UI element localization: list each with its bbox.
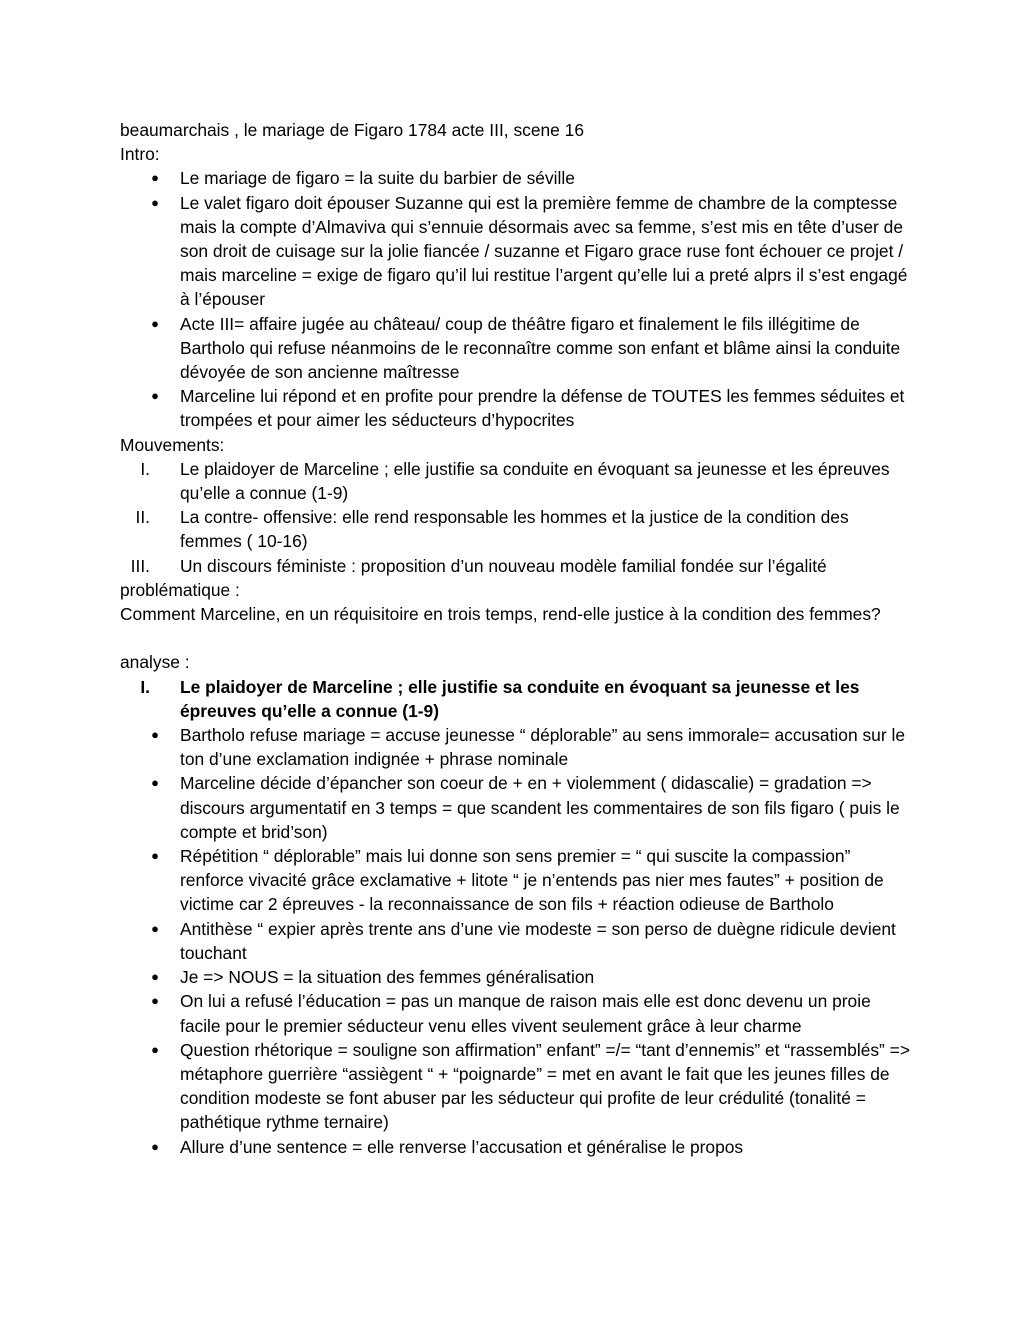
roman-numeral: III. [130, 555, 150, 576]
roman-numeral: II. [135, 507, 150, 528]
list-item-text: Le plaidoyer de Marceline ; elle justifie sa conduite en évoquant sa jeunesse et les épreuves qu’elle a connue (1-9) [180, 458, 890, 504]
list-item-text: Acte III= affaire jugée au château/ coup de théâtre figaro et finalement le fils illégitime de Bartholo qui refuse néanmoins de le reconnaître comme son enfant et blâme ainsi la conduite dévoyée de son ancienne maîtresse [180, 313, 901, 383]
bullet-dot-icon: ● [151, 969, 159, 985]
list-item [120, 1135, 910, 1159]
list-item-text: Bartholo refuse mariage = accuse jeunesse “ déplorable” au sens immorale= accusation sur le ton d’une exclamation indignée + phrase nominale [180, 725, 905, 770]
problematique-label: problématique : [120, 579, 240, 600]
analyse-bullet-list [120, 723, 910, 1159]
analyse-section-list [120, 675, 910, 723]
list-item-text: Répétition “ déplorable” mais lui donne son sens premier = “ qui suscite la compassion” renforce vivacité grâce exclamative + litote “ je n’entends pas nier mes fautes” + position de victime car 2 épreuves - la reconnaissance de son fils + réaction odieuse de Bartholo [180, 846, 884, 915]
list-item-text: Le valet figaro doit épouser Suzanne qui est la première femme de chambre de la comptesse mais la compte d’Almaviva qui s’ennuie désormais avec sa femme, s’est mis en tête d’user de son droit de cuisage sur la jolie fiancée / suzanne et Figaro grace ruse font échouer ce projet / mais marceline = exige de figaro qu’il lui restitue l’argent qu’elle lui a preté alprs il s’est engagé à l’épouser [180, 192, 908, 310]
bullet-dot-icon: ● [151, 727, 159, 743]
list-item-text: La contre- offensive: elle rend responsable les hommes et la justice de la condition des femmes ( 10-16) [180, 507, 849, 552]
list-item [120, 723, 910, 771]
list-item [120, 384, 910, 432]
section-heading [120, 675, 910, 723]
intro-bullet-list [120, 166, 910, 432]
bullet-dot-icon: ● [151, 920, 159, 936]
bullet-dot-icon: ● [151, 170, 159, 186]
list-item-text: Question rhétorique = souligne son affirmation” enfant” =/= “tant d’ennemis” et “rassemblés” => métaphore guerrière “assiègent “ + “poignarde” = met en avant le fait que les jeunes filles de condition modeste se font abuser par les séducteur qui profite de leur crédulité (tonalité = pathétique rythme ternaire) [180, 1039, 910, 1133]
blank-line [120, 626, 910, 650]
list-item [120, 989, 910, 1037]
bullet-dot-icon: ● [151, 1041, 159, 1057]
bullet-dot-icon: ● [151, 775, 159, 791]
list-item [120, 1038, 910, 1135]
list-item-text: On lui a refusé l’éducation = pas un manque de raison mais elle est donc devenu un proie facile pour le premier séducteur venu elles vivent seulement grâce à leur charme [180, 991, 871, 1036]
intro-label: Intro: [120, 144, 160, 165]
roman-numeral: I. [140, 676, 150, 697]
list-item-text: Un discours féministe : proposition d’un nouveau modèle familial fondée sur l’égalité [180, 555, 827, 576]
list-item [120, 457, 910, 505]
bullet-dot-icon: ● [151, 315, 159, 331]
list-item-text: Antithèse “ expier après trente ans d’une vie modeste = son perso de duègne ridicule devient touchant [180, 918, 896, 963]
list-item-text: Marceline lui répond et en profite pour prendre la défense de TOUTES les femmes séduites et trompées et pour aimer les séducteurs d’hypocrites [180, 386, 905, 431]
document-page [120, 118, 910, 1159]
mouvements-label: Mouvements: [120, 434, 225, 455]
list-item-text: Le mariage de figaro = la suite du barbier de séville [180, 168, 575, 189]
bullet-dot-icon: ● [151, 848, 159, 864]
section-heading-text: Le plaidoyer de Marceline ; elle justifie sa conduite en évoquant sa jeunesse et les épreuves qu’elle a connue (1-9) [180, 676, 860, 721]
list-item-text: Je => NOUS = la situation des femmes généralisation [180, 967, 595, 988]
list-item [120, 312, 910, 385]
bullet-dot-icon: ● [151, 194, 159, 210]
bullet-dot-icon: ● [151, 388, 159, 404]
list-item [120, 771, 910, 844]
mouvements-list [120, 457, 910, 578]
list-item [120, 166, 910, 190]
list-item [120, 844, 910, 917]
list-item-text: Marceline décide d’épancher son coeur de + en + violemment ( didascalie) = gradation => discours argumentatif en 3 temps = que scandent les commentaires de son fils figaro ( puis le compte et brid’son) [180, 773, 900, 842]
analyse-label: analyse : [120, 652, 190, 673]
list-item [120, 191, 910, 312]
list-item-text: Allure d’une sentence = elle renverse l’accusation et généralise le propos [180, 1136, 744, 1157]
problematique-question: Comment Marceline, en un réquisitoire en trois temps, rend-elle justice à la condition des femmes? [120, 604, 881, 625]
list-item [120, 917, 910, 965]
roman-numeral: I. [140, 458, 150, 479]
document-title: beaumarchais , le mariage de Figaro 1784 acte III, scene 16 [120, 120, 585, 140]
bullet-dot-icon: ● [151, 1138, 159, 1154]
list-item [120, 554, 910, 578]
list-item [120, 965, 910, 989]
bullet-dot-icon: ● [151, 993, 159, 1009]
list-item [120, 505, 910, 553]
